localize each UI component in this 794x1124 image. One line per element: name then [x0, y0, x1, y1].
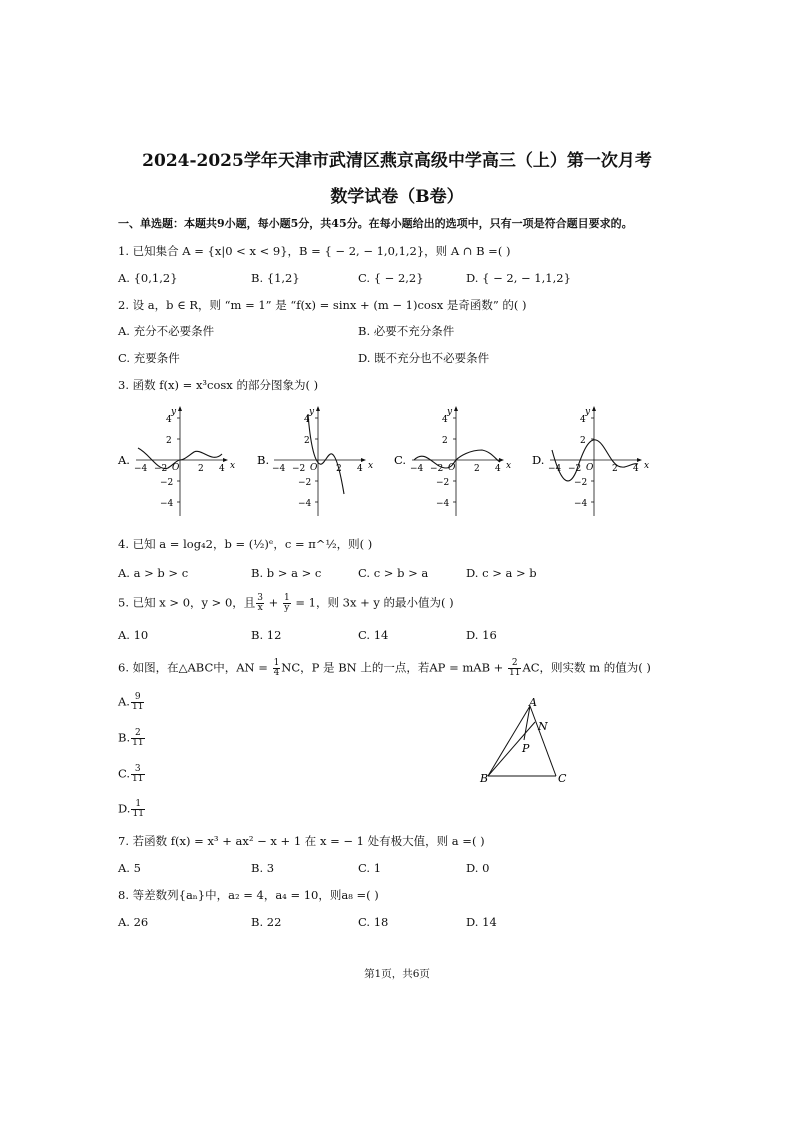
q1-option-b: B. {1,2} [251, 271, 300, 285]
q3-graph-a-tick-4: 4 [166, 415, 172, 425]
q4-option-a: A. a > b > c [118, 566, 189, 580]
q3-graph-d-tick-4: 4 [580, 415, 586, 425]
q3-graph-b-xtick-m4: −4 [272, 464, 286, 474]
q3-graph-a-tick-m2: −2 [160, 478, 174, 488]
q6-option-d-frac [131, 800, 144, 819]
q8-option-b: B. 22 [251, 915, 282, 929]
q6-frac-1-num: 1 [273, 658, 280, 668]
q3-graph-d-tick-m2: −2 [574, 478, 588, 488]
q3-option-b-label: B. [257, 453, 270, 467]
q1-stem: 1. 已知集合 A = {x|0 < x < 9}，B = { − 2, − 1,0,1,2}，则 A ∩ B =( ) [118, 244, 511, 258]
q3-graph-d-tick-2: 2 [580, 436, 586, 446]
q3-graph-b-x-label: x [368, 461, 374, 471]
q3-graph-b-tick-m4: −4 [298, 499, 312, 509]
q3-graph-b-curve [308, 414, 344, 494]
q3-option-c-label: C. [394, 453, 407, 467]
q8-option-c: C. 18 [358, 915, 389, 929]
q6-option-a-frac [131, 693, 144, 712]
q3-graph-b-xtick-m2: −2 [292, 464, 306, 474]
q3-graph-b-tick-m2: −2 [298, 478, 312, 488]
q2-stem: 2. 设 a，b ∈ R，则 “m = 1” 是 “f(x) = sinx + (m − 1)cosx 是奇函数” 的( ) [118, 298, 527, 312]
q3-option-a-label: A. [118, 453, 130, 467]
q6-option-b-den: 11 [132, 738, 144, 748]
q6-option-c-den: 11 [132, 774, 144, 784]
q3-graph-d-xtick-4: 4 [633, 464, 639, 474]
q5-option-d: D. 16 [466, 628, 497, 642]
q3-graph-d-xtick-m4: −4 [548, 464, 562, 474]
label-n: N [538, 720, 548, 733]
q6-option-d [118, 800, 146, 819]
q6-option-d-letter: D. [118, 801, 131, 816]
q5-option-a: A. 10 [118, 628, 149, 642]
q3-stem: 3. 函数 f(x) = x³cosx 的部分图象为( ) [118, 378, 319, 392]
q6-option-b-frac [131, 729, 144, 748]
q3-graph-d-axes [550, 406, 642, 516]
q5-stem-post: = 1，则 3x + y 的最小值为( ) [291, 595, 454, 610]
q3-graph-b-axes [274, 406, 366, 516]
q3-graph-a-axes [136, 406, 228, 516]
page-footer: 第1页，共6页 [364, 968, 430, 980]
q1-option-c: C. { − 2,2} [358, 271, 424, 285]
q3-graph-b-tick-4: 4 [304, 415, 310, 425]
q3-graph-a [134, 406, 235, 516]
q6-option-d-den: 11 [132, 809, 144, 819]
label-p: P [522, 742, 530, 755]
q5-frac-1-den: x [257, 603, 263, 613]
q8-option-d: D. 14 [466, 915, 497, 929]
q3-graphs [0, 398, 794, 528]
q3-graph-a-xtick-m2: −2 [154, 464, 168, 474]
q6-stem-post: AC，则实数 m 的值为( ) [522, 660, 651, 675]
q3-graph-d-x-label: x [644, 461, 650, 471]
q5-option-b: B. 12 [251, 628, 282, 642]
q1-option-d: D. { − 2, − 1,1,2} [466, 271, 571, 285]
q3-graph-b-xtick-2: 2 [336, 464, 342, 474]
q6-option-b [118, 729, 146, 748]
q6-frac-2-num: 2 [508, 659, 521, 669]
q6-stem-pre: 6. 如图，在△ABC中，AN = [118, 660, 272, 675]
q2-option-b: B. 必要不充分条件 [358, 324, 455, 338]
q3-graph-b-tick-2: 2 [304, 436, 310, 446]
q5-stem [118, 594, 454, 613]
q3-graph-d-y-label: y [585, 407, 591, 417]
q5-stem-pre: 5. 已知 x > 0，y > 0，且 [118, 595, 256, 610]
q3-graph-d-tick-m4: −4 [574, 499, 588, 509]
q4-option-b: B. b > a > c [251, 566, 322, 580]
q3-graph-a-x-label: x [230, 461, 236, 471]
q5-plus: + [265, 595, 282, 610]
q6-option-a-den: 11 [131, 702, 144, 712]
q6-stem [118, 659, 651, 678]
q3-graph-c-tick-4: 4 [442, 415, 448, 425]
label-a: A [529, 696, 537, 709]
exam-subtitle: 数学试卷（B卷） [330, 187, 464, 207]
q3-graph-c-x-label: x [506, 461, 512, 471]
q5-frac-2-den: y [284, 603, 290, 613]
q5-option-c: C. 14 [358, 628, 389, 642]
q3-graph-a-xtick-m4: −4 [134, 464, 148, 474]
q6-option-a [118, 693, 145, 712]
q6-option-a-num: 9 [131, 693, 144, 703]
q8-stem: 8. 等差数列{aₙ}中，a₂ = 4，a₄ = 10，则a₈ =( ) [118, 888, 379, 902]
q6-triangle-figure [478, 694, 588, 789]
q6-option-c-frac [131, 765, 144, 784]
q3-graph-a-tick-m4: −4 [160, 499, 174, 509]
q2-option-a: A. 充分不必要条件 [118, 324, 215, 338]
q7-stem: 7. 若函数 f(x) = x³ + ax² − x + 1 在 x = − 1 处有极大值，则 a =( ) [118, 834, 485, 848]
q6-frac-2 [508, 659, 521, 678]
q3-graph-d-xtick-2: 2 [612, 464, 618, 474]
q7-option-c: C. 1 [358, 861, 382, 875]
q3-option-d-label: D. [532, 453, 545, 467]
q3-graph-c-xtick-m2: −2 [430, 464, 444, 474]
q3-graph-c-tick-2: 2 [442, 436, 448, 446]
q3-graph-d [548, 406, 649, 516]
q8-option-a: A. 26 [118, 915, 149, 929]
q6-option-c-num: 3 [131, 765, 144, 775]
q6-option-c-letter: C. [118, 766, 131, 781]
q3-graph-b-xtick-4: 4 [357, 464, 363, 474]
q2-option-c: C. 充要条件 [118, 351, 180, 365]
q4-stem: 4. 已知 a = log₄2，b = (½)ᵉ，c = π^½，则( ) [118, 537, 373, 551]
q3-graph-c [410, 406, 511, 516]
q3-graph-b-origin-label: O [310, 463, 318, 473]
q3-graph-a-tick-2: 2 [166, 436, 172, 446]
q6-frac-1-den: 4 [273, 668, 280, 678]
q3-graph-c-xtick-4: 4 [495, 464, 501, 474]
q3-graph-a-xtick-2: 2 [198, 464, 204, 474]
label-c: C [558, 772, 567, 785]
q6-frac-2-den: 11 [508, 668, 521, 678]
q6-option-d-num: 1 [131, 800, 144, 810]
q5-frac-1-num: 3 [257, 593, 264, 603]
label-b: B [480, 772, 489, 785]
edge-ab [488, 706, 530, 776]
q7-option-b: B. 3 [251, 861, 275, 875]
q7-option-a: A. 5 [118, 861, 141, 875]
q3-graph-c-y-label: y [447, 407, 453, 417]
q7-option-d: D. 0 [466, 861, 490, 875]
q4-option-c: C. c > b > a [358, 566, 429, 580]
q6-option-b-num: 2 [131, 729, 144, 739]
q6-option-c [118, 765, 146, 784]
q3-graph-a-y-label: y [171, 407, 177, 417]
q1-option-a: A. {0,1,2} [118, 271, 178, 285]
q6-option-b-letter: B. [118, 730, 131, 745]
q5-frac-2-num: 1 [283, 593, 290, 603]
q3-graph-d-xtick-m2: −2 [568, 464, 582, 474]
q3-graph-c-origin-label: O [448, 463, 456, 473]
q3-graph-c-axes [412, 406, 504, 516]
q2-option-d: D. 既不充分也不必要条件 [358, 351, 490, 365]
q3-graph-a-xtick-4: 4 [219, 464, 225, 474]
section-heading: 一、单选题：本题共9小题，每小题5分，共45分。在每小题给出的选项中，只有一项是符合题目要求的。 [118, 217, 633, 230]
q3-graph-a-origin-label: O [172, 463, 180, 473]
q4-option-d: D. c > a > b [466, 566, 537, 580]
q3-graph-c-curve [414, 450, 500, 468]
q3-graph-c-xtick-m4: −4 [410, 464, 424, 474]
q3-graph-c-tick-m2: −2 [436, 478, 450, 488]
q5-frac-2 [283, 594, 291, 613]
q6-stem-mid: NC，P 是 BN 上的一点，若AP = mAB + [281, 660, 507, 675]
edge-ac [530, 706, 556, 776]
q3-graph-c-tick-m4: −4 [436, 499, 450, 509]
q3-graph-d-origin-label: O [586, 463, 594, 473]
q6-frac-1 [273, 659, 281, 678]
q3-graph-b [272, 406, 373, 516]
q6-option-a-letter: A. [118, 694, 130, 709]
q3-graph-b-y-label: y [309, 407, 315, 417]
q5-frac-1 [256, 594, 264, 613]
exam-title: 2024-2025学年天津市武清区燕京高级中学高三（上）第一次月考 [142, 151, 652, 171]
q3-graph-c-xtick-2: 2 [474, 464, 480, 474]
